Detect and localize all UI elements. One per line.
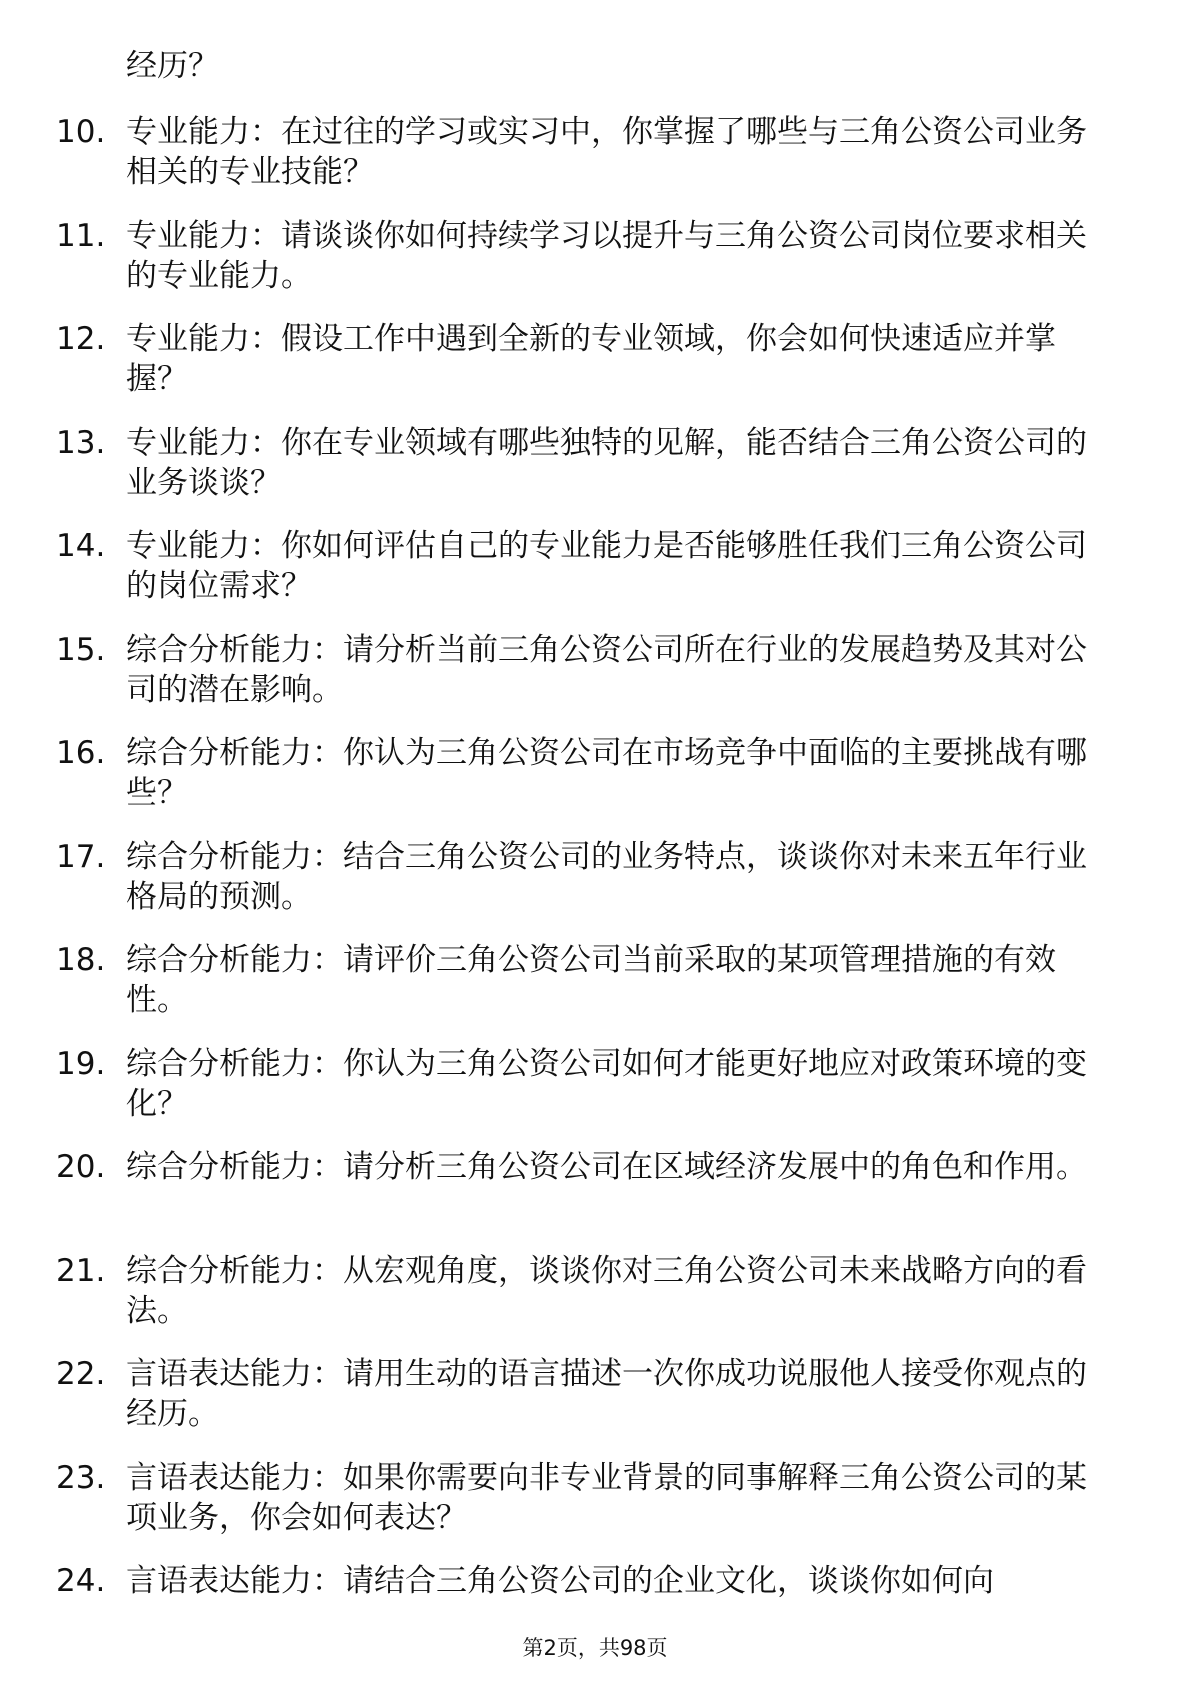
question-item-15 [0, 630, 1190, 734]
question-text: 言语表达能力：请用生动的语言描述一次你成功说服他人接受你观点的经历。 [126, 1356, 1087, 1432]
question-number: 10. [56, 114, 106, 150]
question-text: 综合分析能力：你认为三角公资公司如何才能更好地应对政策环境的变化？ [126, 1045, 1087, 1122]
question-text: 综合分析能力：你认为三角公资公司在市场竞争中面临的主要挑战有哪些？ [126, 735, 1087, 811]
question-item-22 [0, 1354, 1190, 1458]
question-text: 专业能力：你在专业领域有哪些独特的见解，能否结合三角公资公司的业务谈谈？ [126, 424, 1087, 501]
question-text: 综合分析能力：请评价三角公资公司当前采取的某项管理措施的有效性。 [126, 942, 1056, 1018]
question-text: 言语表达能力：请结合三角公资公司的企业文化，谈谈你如何向 [126, 1563, 994, 1599]
question-text: 综合分析能力：结合三角公资公司的业务特点，谈谈你对未来五年行业格局的预测。 [126, 838, 1087, 915]
question-number: 21. [56, 1252, 106, 1289]
question-number: 11. [56, 217, 106, 254]
continued-question-text: 经历？ [126, 48, 219, 84]
question-text: 综合分析能力：从宏观角度，谈谈你对三角公资公司未来战略方向的看法。 [126, 1252, 1087, 1329]
question-item-19 [0, 1044, 1190, 1148]
question-item-14 [0, 526, 1190, 630]
question-text: 专业能力：在过往的学习或实习中，你掌握了哪些与三角公资公司业务相关的专业技能？ [126, 114, 1087, 190]
question-number: 15. [56, 631, 106, 668]
question-item-16 [0, 733, 1190, 837]
question-item-21 [0, 1251, 1190, 1355]
question-number: 23. [56, 1459, 106, 1496]
question-item-10 [0, 112, 1190, 216]
question-item-12 [0, 319, 1190, 423]
question-text: 专业能力：请谈谈你如何持续学习以提升与三角公资公司岗位要求相关的专业能力。 [126, 217, 1087, 294]
question-item-17 [0, 837, 1190, 941]
question-item-23 [0, 1458, 1190, 1562]
question-text: 综合分析能力：请分析当前三角公资公司所在行业的发展趋势及其对公司的潜在影响。 [126, 631, 1087, 708]
question-text: 专业能力：假设工作中遇到全新的专业领域，你会如何快速适应并掌握？ [126, 321, 1056, 397]
question-item-18 [0, 940, 1190, 1044]
page-number-footer: 第2页，共98页 [522, 1636, 668, 1660]
question-number: 13. [56, 424, 106, 461]
question-number: 19. [56, 1045, 106, 1082]
question-number: 14. [56, 528, 106, 564]
question-text: 言语表达能力：如果你需要向非专业背景的同事解释三角公资公司的某项业务，你会如何表达？ [126, 1459, 1087, 1536]
question-number: 16. [56, 735, 106, 771]
question-number: 18. [56, 942, 106, 978]
question-number: 20. [56, 1149, 106, 1185]
question-number: 24. [56, 1563, 106, 1599]
question-text: 综合分析能力：请分析三角公资公司在区域经济发展中的角色和作用。 [126, 1149, 1087, 1185]
question-item-13 [0, 423, 1190, 527]
question-number: 22. [56, 1356, 106, 1392]
question-item-11 [0, 216, 1190, 320]
question-list [0, 112, 1190, 1665]
question-number: 12. [56, 321, 106, 357]
question-number: 17. [56, 838, 106, 875]
question-text: 专业能力：你如何评估自己的专业能力是否能够胜任我们三角公资公司的岗位需求？ [126, 528, 1087, 604]
question-item-20 [0, 1147, 1190, 1251]
